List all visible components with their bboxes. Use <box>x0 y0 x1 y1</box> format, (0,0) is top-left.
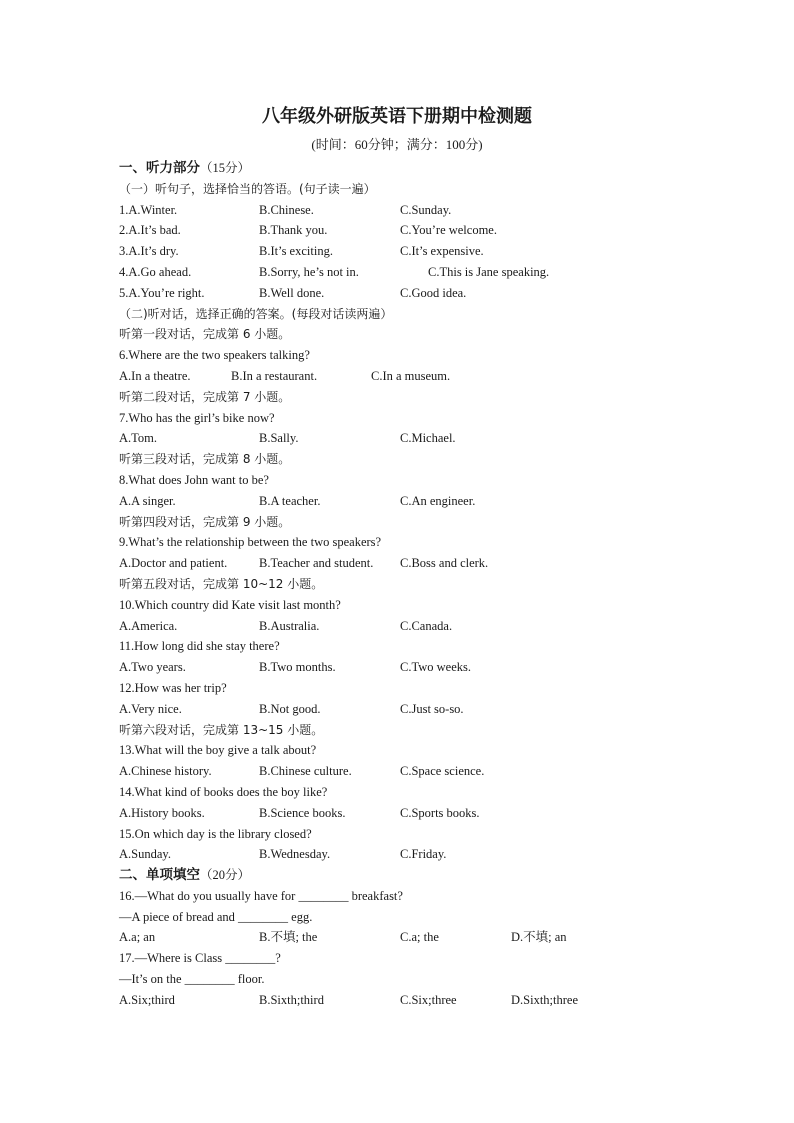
option-a: 3.A.It’s dry. <box>119 244 179 259</box>
option-c: C.In a museum. <box>371 368 451 383</box>
option-b: B.Science books. <box>259 805 346 820</box>
exam-subtitle: (时间：60分钟；满分：100分) <box>311 137 483 152</box>
question-9-stem: 9.What’s the relationship between the two speakers? <box>119 535 382 550</box>
option-c: C.Boss and clerk. <box>400 556 489 571</box>
question-6-stem: 6.Where are the two speakers talking? <box>119 348 310 363</box>
option-c: C.Michael. <box>400 431 456 446</box>
question-2 <box>119 220 794 241</box>
dialogue-1-instruction: 听第一段对话，完成第 6 小题。 <box>119 327 291 342</box>
option-a: A.In a theatre. <box>119 368 191 383</box>
section-single-choice-heading: 二、单项填空（20分） <box>119 867 251 884</box>
question-4 <box>119 262 794 283</box>
option-b: B.Chinese culture. <box>259 764 352 779</box>
dialogue-6-instruction: 听第六段对话，完成第 13~15 小题。 <box>119 722 324 737</box>
option-a: 5.A.You’re right. <box>119 285 205 300</box>
part2-instruction: （二)听对话，选择正确的答案。(每段对话读两遍） <box>119 306 393 321</box>
option-b: B.Well done. <box>259 285 325 300</box>
option-b: B.Wednesday. <box>259 847 331 862</box>
question-11-stem: 11.How long did she stay there? <box>119 639 280 654</box>
option-b: B.It’s exciting. <box>259 244 333 259</box>
question-16-options <box>119 927 794 948</box>
question-10-options <box>119 616 794 637</box>
option-b: B.Thank you. <box>259 223 328 238</box>
option-a: A.Two years. <box>119 660 186 675</box>
option-c: C.a; the <box>400 930 439 945</box>
dialogue-5-instruction: 听第五段对话，完成第 10~12 小题。 <box>119 576 324 591</box>
option-a: A.a; an <box>119 930 156 945</box>
option-a: A.Sunday. <box>119 847 171 862</box>
option-a: A.Chinese history. <box>119 764 212 779</box>
option-b: B.Australia. <box>259 618 320 633</box>
dialogue-4-instruction: 听第四段对话，完成第 9 小题。 <box>119 514 291 529</box>
option-a: 2.A.It’s bad. <box>119 223 181 238</box>
question-7-stem: 7.Who has the girl’s bike now? <box>119 410 275 425</box>
question-3 <box>119 241 794 262</box>
option-b: B.Two months. <box>259 660 336 675</box>
question-16-response: —A piece of bread and ________ egg. <box>119 909 313 924</box>
option-a: A.A singer. <box>119 493 176 508</box>
option-c: C.Just so-so. <box>400 701 464 716</box>
question-5 <box>119 283 794 304</box>
option-c: C.Sports books. <box>400 805 480 820</box>
question-17-response: —It’s on the ________ floor. <box>119 972 265 987</box>
option-a: A.Doctor and patient. <box>119 556 228 571</box>
part1-instruction: （一）听句子，选择恰当的答语。(句子读一遍） <box>119 181 376 196</box>
option-b: B.Sally. <box>259 431 299 446</box>
question-6-options <box>119 366 794 387</box>
exam-title: 八年级外研版英语下册期中检测题 <box>262 106 532 127</box>
question-9-options <box>119 553 794 574</box>
option-c: C.Canada. <box>400 618 453 633</box>
option-b: B.不填; the <box>259 930 318 945</box>
question-8-stem: 8.What does John want to be? <box>119 472 269 487</box>
option-d: D.不填; an <box>511 930 567 945</box>
option-b: B.Teacher and student. <box>259 556 374 571</box>
question-7-options <box>119 428 794 449</box>
question-14-options <box>119 803 794 824</box>
option-c: C.You’re welcome. <box>400 223 497 238</box>
question-15-options <box>119 844 794 865</box>
question-13-stem: 13.What will the boy give a talk about? <box>119 743 317 758</box>
dialogue-3-instruction: 听第三段对话，完成第 8 小题。 <box>119 452 291 467</box>
option-a: A.Very nice. <box>119 701 182 716</box>
option-a: A.Six;third <box>119 992 175 1007</box>
question-14-stem: 14.What kind of books does the boy like? <box>119 784 328 799</box>
option-c: C.This is Jane speaking. <box>428 264 550 279</box>
option-c: C.Space science. <box>400 764 485 779</box>
option-c: C.Sunday. <box>400 202 452 217</box>
option-c: C.Good idea. <box>400 285 467 300</box>
option-a: 1.A.Winter. <box>119 202 178 217</box>
question-1 <box>119 200 794 221</box>
option-b: B.Sixth;third <box>259 992 324 1007</box>
option-c: C.Friday. <box>400 847 447 862</box>
dialogue-2-instruction: 听第二段对话，完成第 7 小题。 <box>119 389 291 404</box>
option-a: A.History books. <box>119 805 205 820</box>
option-c: C.An engineer. <box>400 493 476 508</box>
question-12-options <box>119 699 794 720</box>
option-d: D.Sixth;three <box>511 992 579 1007</box>
question-12-stem: 12.How was her trip? <box>119 680 227 695</box>
question-10-stem: 10.Which country did Kate visit last month? <box>119 597 341 612</box>
option-c: C.Six;three <box>400 992 457 1007</box>
question-16-stem: 16.—What do you usually have for ________ breakfast? <box>119 888 403 903</box>
option-a: A.Tom. <box>119 431 158 446</box>
question-17-options <box>119 990 794 1011</box>
option-c: C.Two weeks. <box>400 660 471 675</box>
option-b: B.Sorry, he’s not in. <box>259 264 359 279</box>
section-listening-heading: 一、听力部分（15分） <box>119 160 251 176</box>
question-13-options <box>119 761 794 782</box>
option-c: C.It’s expensive. <box>400 244 484 259</box>
option-b: B.Not good. <box>259 701 321 716</box>
option-b: B.Chinese. <box>259 202 314 217</box>
option-a: A.America. <box>119 618 178 633</box>
option-b: B.A teacher. <box>259 493 321 508</box>
option-a: 4.A.Go ahead. <box>119 264 192 279</box>
question-17-stem: 17.—Where is Class ________? <box>119 951 281 966</box>
question-8-options <box>119 491 794 512</box>
option-b: B.In a restaurant. <box>231 368 318 383</box>
question-15-stem: 15.On which day is the library closed? <box>119 826 312 841</box>
question-11-options <box>119 657 794 678</box>
